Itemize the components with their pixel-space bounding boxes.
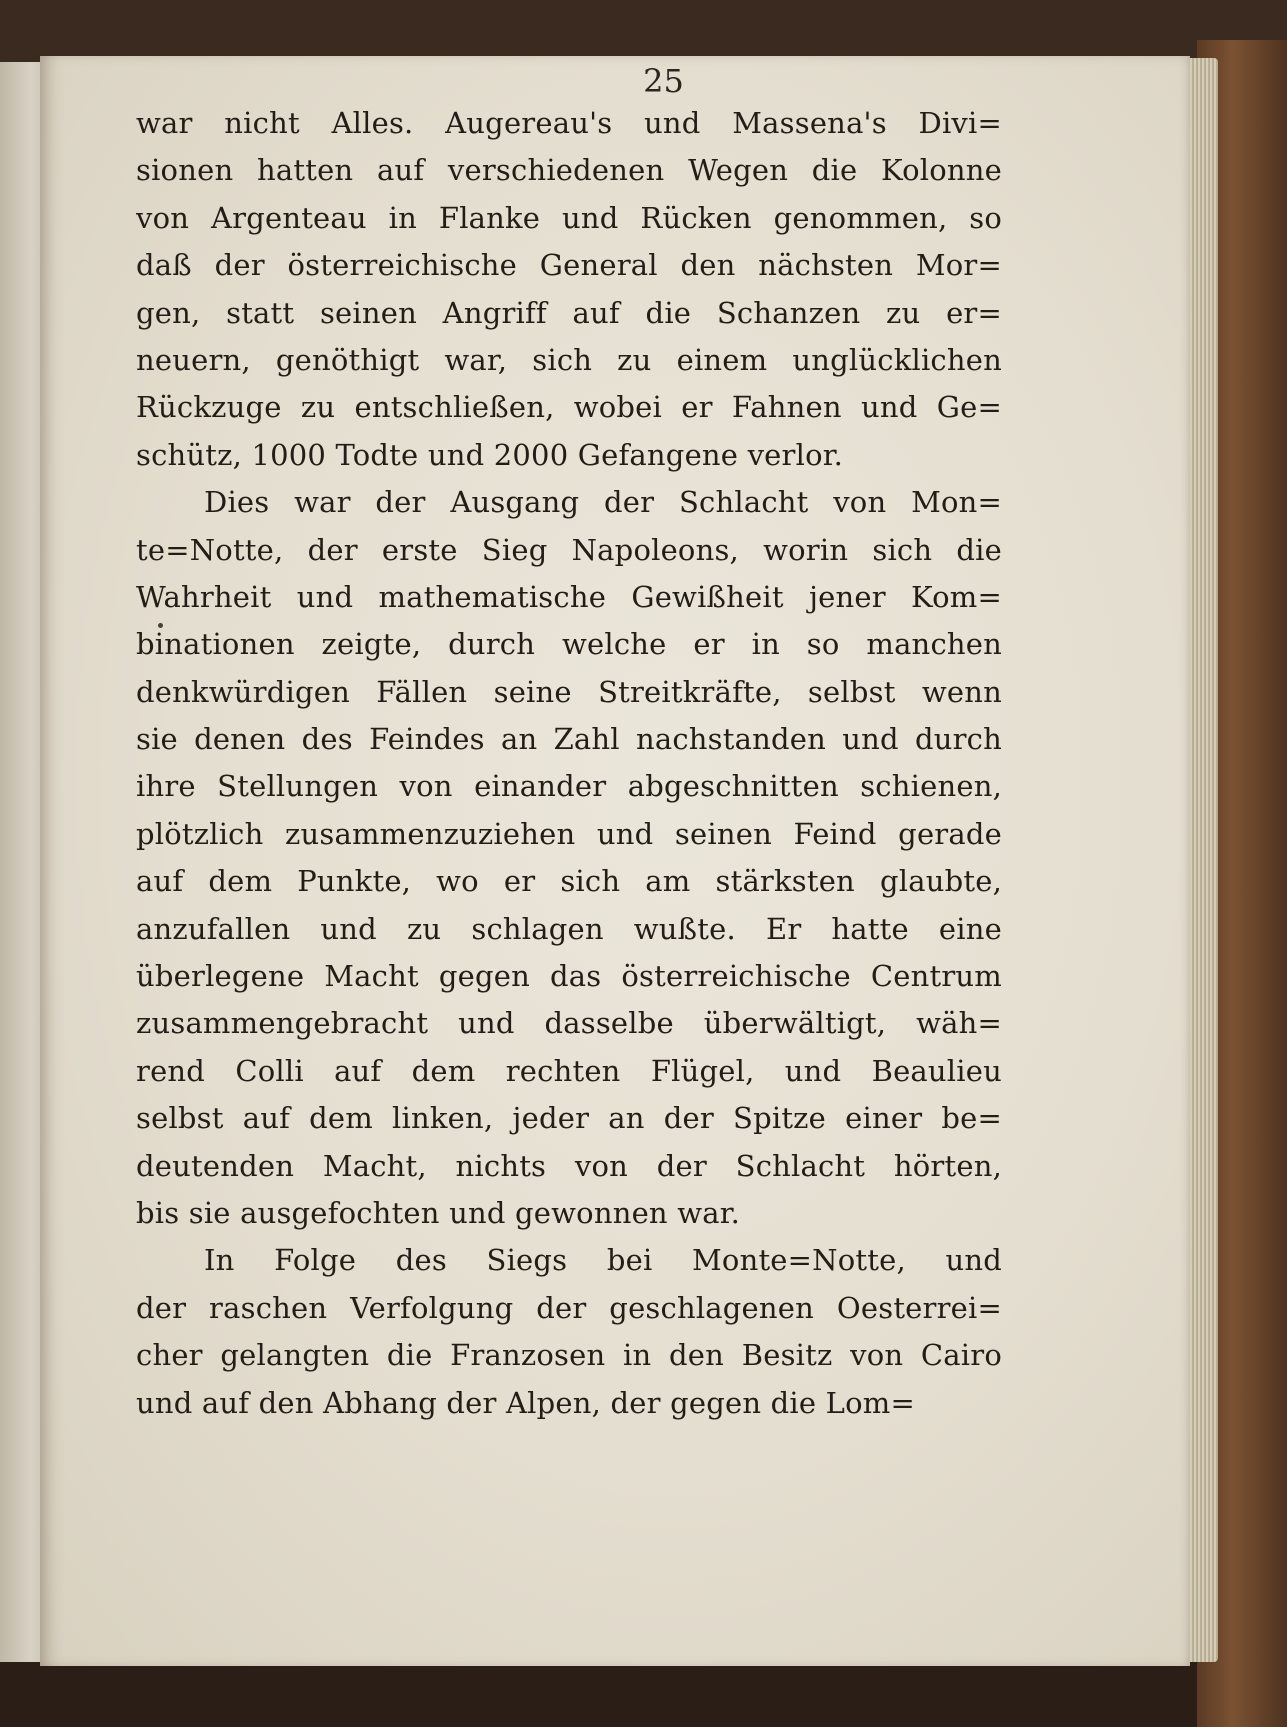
text-line: sionen hatten auf verschiedenen Wegen die Kolonne bbox=[136, 153, 1002, 188]
text-line: bis sie ausgefochten und gewonnen war. bbox=[136, 1195, 741, 1230]
text-line: denkwürdigen Fällen seine Streitkräfte, selbst wenn bbox=[136, 674, 1002, 709]
text-line: überlegene Macht gegen das österreichische Centrum bbox=[136, 959, 1002, 994]
text-line: plötzlich zusammenzuziehen und seinen Feind gerade bbox=[136, 816, 1002, 851]
paragraph bbox=[136, 1237, 1002, 1427]
paragraph bbox=[136, 100, 1002, 479]
text-line: ihre Stellungen von einander abgeschnitten schienen, bbox=[136, 769, 1002, 804]
text-line: gen, statt seinen Angriff auf die Schanzen zu er= bbox=[136, 295, 1002, 330]
text-line: neuern, genöthigt war, sich zu einem unglücklichen bbox=[136, 342, 1002, 377]
page-number: 25 bbox=[643, 62, 684, 100]
text-line: von Argenteau in Flanke und Rücken genommen, so bbox=[136, 200, 1002, 235]
text-line: binationen zeigte, durch welche er in so manchen bbox=[136, 627, 1002, 662]
paragraph bbox=[136, 479, 1002, 1237]
text-line: cher gelangten die Franzosen in den Besitz von Cairo bbox=[136, 1338, 1002, 1373]
text-line: zusammengebracht und dasselbe überwältigt, wäh= bbox=[136, 1006, 1002, 1041]
text-line: sie denen des Feindes an Zahl nachstanden und durch bbox=[136, 722, 1002, 757]
text-line: te=Notte, der erste Sieg Napoleons, worin sich die bbox=[136, 532, 1002, 567]
text-line: rend Colli auf dem rechten Flügel, und Beaulieu bbox=[136, 1053, 1002, 1088]
text-line: Dies war der Ausgang der Schlacht von Mon= bbox=[204, 485, 1002, 520]
text-line: auf dem Punkte, wo er sich am stärksten glaubte, bbox=[136, 864, 1002, 899]
text-line: und auf den Abhang der Alpen, der gegen die Lom= bbox=[136, 1385, 915, 1420]
text-line: selbst auf dem linken, jeder an der Spitze einer be= bbox=[136, 1101, 1002, 1136]
text-line: schütz, 1000 Todte und 2000 Gefangene verlor. bbox=[136, 437, 844, 472]
text-line: der raschen Verfolgung der geschlagenen Oesterrei= bbox=[136, 1290, 1002, 1325]
body-text bbox=[136, 100, 1002, 1427]
text-line: Wahrheit und mathematische Gewißheit jener Kom= bbox=[136, 579, 1002, 614]
text-line: deutenden Macht, nichts von der Schlacht hörten, bbox=[136, 1148, 1002, 1183]
text-line: anzufallen und zu schlagen wußte. Er hatte eine bbox=[136, 911, 1002, 946]
text-line: In Folge des Siegs bei Monte=Notte, und bbox=[204, 1243, 1002, 1278]
text-line: Rückzuge zu entschließen, wobei er Fahnen und Ge= bbox=[136, 390, 1002, 425]
text-line: war nicht Alles. Augereau's und Massena's Divi= bbox=[136, 106, 1002, 140]
text-line: daß der österreichische General den nächsten Mor= bbox=[136, 248, 1002, 283]
